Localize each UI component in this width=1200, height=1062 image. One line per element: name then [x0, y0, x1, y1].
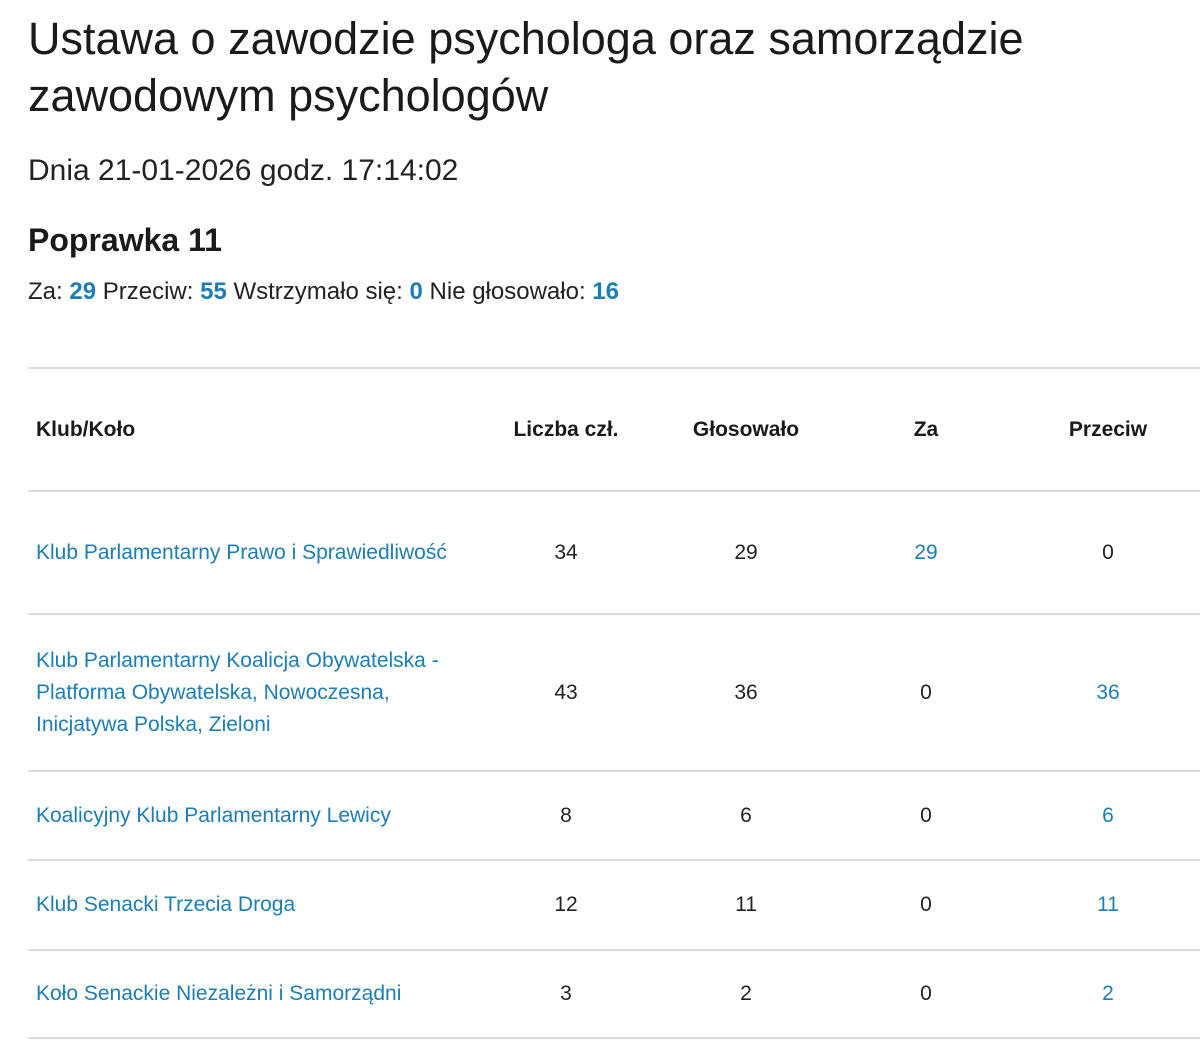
vote-summary: [28, 276, 1200, 308]
club-name[interactable]: Klub Parlamentarny Koalicja Obywatelska - Platforma Obywatelska, Nowoczesna, Inicjatywa Polska, Zieloni: [36, 648, 439, 736]
vote-date: Dnia 21-01-2026 godz. 17:14:02: [28, 154, 459, 187]
club-link[interactable]: [28, 614, 476, 771]
members-cell: 43: [476, 614, 656, 771]
summary-against-value: 55: [200, 278, 227, 305]
summary-abstain-value: 0: [409, 278, 423, 305]
header-against[interactable]: Przeciw: [1016, 368, 1200, 491]
summary-abstain-label: Wstrzymało się:: [233, 278, 403, 305]
summary-for-label: Za:: [28, 278, 63, 305]
summary-against-label: Przeciw:: [102, 278, 194, 305]
for-cell: 0: [836, 860, 1016, 950]
voted-cell: 29: [656, 491, 836, 614]
against-link[interactable]: 36: [1096, 680, 1120, 704]
header-voted[interactable]: Głosowało: [656, 368, 836, 491]
header-club[interactable]: Klub/Koło: [28, 368, 476, 491]
table-row: [28, 860, 1200, 950]
members-cell: 34: [476, 491, 656, 614]
table-row: [28, 614, 1200, 771]
against-link[interactable]: 11: [1097, 893, 1119, 916]
club-name[interactable]: Klub Senacki Trzecia Droga: [36, 893, 296, 916]
table-header-row: [28, 368, 1200, 491]
header-for[interactable]: Za: [836, 368, 1016, 491]
club-name[interactable]: Koalicyjny Klub Parlamentarny Lewicy: [36, 803, 391, 827]
against-cell: [1016, 860, 1200, 950]
for-link[interactable]: 29: [914, 540, 938, 564]
voted-cell: 36: [656, 614, 836, 771]
summary-novote-value: 16: [592, 278, 619, 305]
table-row: [28, 771, 1200, 860]
club-link[interactable]: [28, 860, 476, 950]
against-cell: [1016, 614, 1200, 771]
members-cell: 8: [476, 771, 656, 860]
against-link[interactable]: 6: [1102, 803, 1114, 827]
for-cell: 0: [836, 950, 1016, 1038]
club-link[interactable]: [28, 950, 476, 1038]
amendment-title: Poprawka 11: [28, 222, 222, 258]
table-row: [28, 950, 1200, 1038]
page-container: [28, 0, 1200, 1005]
against-cell: 0: [1016, 491, 1200, 614]
members-cell: 3: [476, 950, 656, 1038]
club-name[interactable]: Klub Parlamentarny Prawo i Sprawiedliwość: [36, 540, 447, 564]
header-members[interactable]: Liczba czł.: [476, 368, 656, 491]
against-link[interactable]: 2: [1102, 982, 1114, 1005]
against-cell: [1016, 771, 1200, 860]
voted-cell: 2: [656, 950, 836, 1038]
votes-table: [28, 367, 1200, 1039]
voted-cell: 11: [656, 860, 836, 950]
summary-novote-label: Nie głosowało:: [429, 278, 586, 305]
for-cell: [836, 491, 1016, 614]
table-row: [28, 491, 1200, 614]
voted-cell: 6: [656, 771, 836, 860]
for-cell: 0: [836, 771, 1016, 860]
summary-for-value: 29: [69, 278, 97, 305]
club-link[interactable]: [28, 491, 476, 614]
page-title: Ustawa o zawodzie psychologa oraz samorządzie zawodowym psychologów: [28, 13, 1024, 121]
members-cell: 12: [476, 860, 656, 950]
against-cell: [1016, 950, 1200, 1038]
for-cell: 0: [836, 614, 1016, 771]
club-name[interactable]: Koło Senackie Niezależni i Samorządni: [36, 982, 402, 1005]
club-link[interactable]: [28, 771, 476, 860]
